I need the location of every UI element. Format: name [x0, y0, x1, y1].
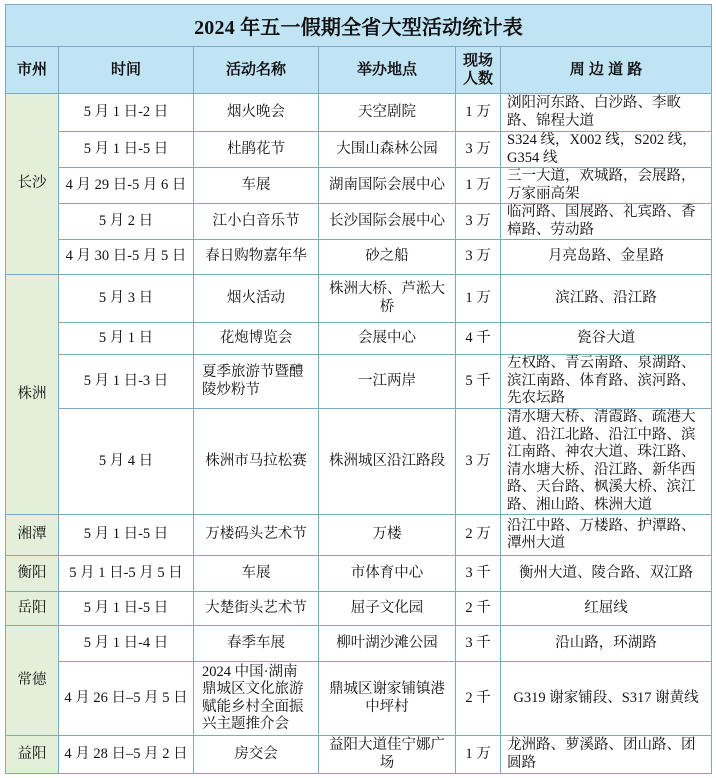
table-row	[6, 626, 712, 662]
attendance-cell: 2 千	[456, 592, 501, 626]
event-name-text: 房交会	[234, 745, 278, 762]
roads-cell	[501, 662, 712, 736]
attendance-cell: 5 千	[456, 355, 501, 409]
time-cell: 5 月 1 日-2 日	[59, 94, 194, 132]
roads-text: 浏阳河东路、白沙路、李畋路、锦程大道	[507, 95, 681, 129]
roads-cell	[501, 355, 712, 409]
table-body	[6, 94, 712, 774]
table-row	[6, 662, 712, 736]
venue-cell: 万楼	[319, 515, 456, 556]
event-name-cell	[194, 626, 319, 662]
header-event-name: 活动名称	[194, 47, 319, 94]
roads-cell	[501, 168, 712, 204]
table-row	[6, 168, 712, 204]
city-cell: 湘潭	[6, 515, 59, 556]
roads-text: 清水塘大桥、清霞路、疏港大道、沿江北路、沿江中路、滨江南路、神农大道、珠江路、清水塘大桥、沿江路、新华西路、天台路、枫溪大桥、滨江路、湘山路、株洲大道	[507, 409, 696, 513]
roads-cell	[501, 94, 712, 132]
time-cell: 5 月 3 日	[59, 275, 194, 323]
roads-text: 沿江中路、万楼路、护潭路、潭州大道	[507, 517, 696, 551]
venue-cell: 柳叶湖沙滩公园	[319, 626, 456, 662]
event-name-text: 车展	[241, 564, 271, 581]
venue-cell: 株洲大桥、芦淞大桥	[319, 275, 456, 323]
event-name-text: 烟火晚会	[227, 103, 285, 120]
roads-cell	[501, 204, 712, 240]
roads-text: S324 线，X002 线，S202 线，G354 线	[507, 132, 697, 166]
event-name-cell	[194, 240, 319, 275]
event-name-cell	[194, 592, 319, 626]
roads-text: 临河路、国展路、礼宾路、香樟路、劳动路	[507, 204, 696, 238]
roads-text: 龙洲路、萝溪路、团山路、团圆路	[507, 737, 696, 771]
title-row	[6, 5, 712, 47]
time-cell: 5 月 1 日-5 日	[59, 592, 194, 626]
activity-table-container	[5, 4, 712, 774]
event-name-cell	[194, 736, 319, 774]
time-cell: 5 月 1 日	[59, 323, 194, 355]
header-city: 市州	[6, 47, 59, 94]
venue-cell: 一江两岸	[319, 355, 456, 409]
table-row	[6, 592, 712, 626]
attendance-cell: 1 万	[456, 275, 501, 323]
roads-cell	[501, 240, 712, 275]
time-cell: 4 月 28 日–5 月 2 日	[59, 736, 194, 774]
roads-cell	[501, 592, 712, 626]
roads-cell	[501, 736, 712, 774]
roads-cell	[501, 275, 712, 323]
city-cell: 益阳	[6, 736, 59, 774]
venue-cell: 屈子文化园	[319, 592, 456, 626]
venue-cell: 大围山森林公园	[319, 132, 456, 168]
header-venue: 举办地点	[319, 47, 456, 94]
table-row	[6, 736, 712, 774]
event-name-cell	[194, 132, 319, 168]
roads-text: 红屈线	[584, 599, 628, 616]
time-cell: 4 月 30 日-5 月 5 日	[59, 240, 194, 275]
attendance-cell: 2 千	[456, 662, 501, 736]
event-name-text: 大楚街头艺术节	[205, 599, 307, 616]
attendance-cell: 3 万	[456, 240, 501, 275]
roads-cell	[501, 515, 712, 556]
event-name-text: 车展	[241, 176, 271, 193]
attendance-cell: 3 万	[456, 132, 501, 168]
venue-cell: 市体育中心	[319, 556, 456, 592]
attendance-cell: 3 千	[456, 626, 501, 662]
event-name-cell	[194, 94, 319, 132]
event-name-text: 2024 中国·湖南鼎城区文化旅游赋能乡村全面振兴主题推介会	[202, 663, 304, 732]
roads-cell	[501, 132, 712, 168]
roads-text: 滨江路、沿江路	[555, 289, 657, 306]
event-name-text: 株洲市马拉松赛	[205, 452, 307, 469]
event-name-text: 春季车展	[227, 634, 285, 651]
table-row	[6, 132, 712, 168]
table-row	[6, 323, 712, 355]
time-cell: 5 月 2 日	[59, 204, 194, 240]
time-cell: 5 月 1 日-3 日	[59, 355, 194, 409]
table-row	[6, 409, 712, 515]
event-name-cell	[194, 323, 319, 355]
event-name-text: 花炮博览会	[219, 329, 293, 346]
roads-text: 左权路、青云南路、泉湖路、滨江南路、体育路、滨河路、先农坛路	[507, 355, 696, 407]
attendance-cell: 3 万	[456, 409, 501, 515]
table-row	[6, 94, 712, 132]
event-name-cell	[194, 515, 319, 556]
event-name-cell	[194, 409, 319, 515]
table-row	[6, 275, 712, 323]
header-attendance: 现场人数	[456, 47, 501, 94]
city-cell: 常德	[6, 626, 59, 736]
time-cell: 5 月 1 日-5 日	[59, 132, 194, 168]
event-name-text: 杜鹃花节	[227, 140, 285, 157]
event-name-cell	[194, 662, 319, 736]
city-cell: 株洲	[6, 275, 59, 515]
venue-cell: 会展中心	[319, 323, 456, 355]
roads-text: 月亮岛路、金星路	[548, 248, 664, 265]
time-cell: 5 月 1 日-5 月 5 日	[59, 556, 194, 592]
table-title: 2024 年五一假期全省大型活动统计表	[6, 5, 712, 47]
header-time: 时间	[59, 47, 194, 94]
event-name-cell	[194, 204, 319, 240]
event-name-text: 万楼码头艺术节	[205, 526, 307, 543]
attendance-cell: 3 万	[456, 204, 501, 240]
event-name-cell	[194, 168, 319, 204]
roads-cell	[501, 409, 712, 515]
city-cell: 岳阳	[6, 592, 59, 626]
venue-cell: 天空剧院	[319, 94, 456, 132]
event-name-text: 夏季旅游节暨醴陵炒粉节	[202, 364, 304, 398]
event-name-cell	[194, 355, 319, 409]
venue-cell: 鼎城区谢家铺镇港中坪村	[319, 662, 456, 736]
time-cell: 4 月 26 日–5 月 5 日	[59, 662, 194, 736]
time-cell: 5 月 1 日-5 日	[59, 515, 194, 556]
table-row	[6, 204, 712, 240]
roads-text: 沿山路，环湖路	[555, 634, 657, 651]
header-row	[6, 47, 712, 94]
table-row	[6, 515, 712, 556]
roads-cell	[501, 626, 712, 662]
city-cell: 衡阳	[6, 556, 59, 592]
venue-cell: 砂之船	[319, 240, 456, 275]
time-cell: 4 月 29 日-5 月 6 日	[59, 168, 194, 204]
roads-cell	[501, 323, 712, 355]
attendance-cell: 2 万	[456, 515, 501, 556]
roads-text: 衡州大道、陵合路、双江路	[519, 564, 693, 581]
attendance-cell: 4 千	[456, 323, 501, 355]
venue-cell: 株洲城区沿江路段	[319, 409, 456, 515]
event-name-cell	[194, 556, 319, 592]
roads-text: 三一大道，欢城路，会展路，万家丽高架	[507, 168, 696, 202]
city-cell: 长沙	[6, 94, 59, 275]
attendance-cell: 3 千	[456, 556, 501, 592]
event-name-text: 烟火活动	[227, 289, 285, 306]
venue-cell: 益阳大道佳宁娜广场	[319, 736, 456, 774]
roads-text: G319 谢家铺段、S317 谢黄线	[513, 689, 699, 706]
activity-statistics-table	[5, 4, 712, 774]
venue-cell: 长沙国际会展中心	[319, 204, 456, 240]
attendance-cell: 1 万	[456, 736, 501, 774]
header-roads: 周 边 道 路	[501, 47, 712, 94]
time-cell: 5 月 4 日	[59, 409, 194, 515]
event-name-text: 江小白音乐节	[212, 212, 300, 229]
event-name-text: 春日购物嘉年华	[205, 248, 307, 265]
roads-cell	[501, 556, 712, 592]
table-row	[6, 556, 712, 592]
attendance-cell: 1 万	[456, 94, 501, 132]
roads-text: 瓷谷大道	[577, 329, 635, 346]
table-row	[6, 355, 712, 409]
table-row	[6, 240, 712, 275]
event-name-cell	[194, 275, 319, 323]
time-cell: 5 月 1 日-4 日	[59, 626, 194, 662]
attendance-cell: 1 万	[456, 168, 501, 204]
venue-cell: 湖南国际会展中心	[319, 168, 456, 204]
